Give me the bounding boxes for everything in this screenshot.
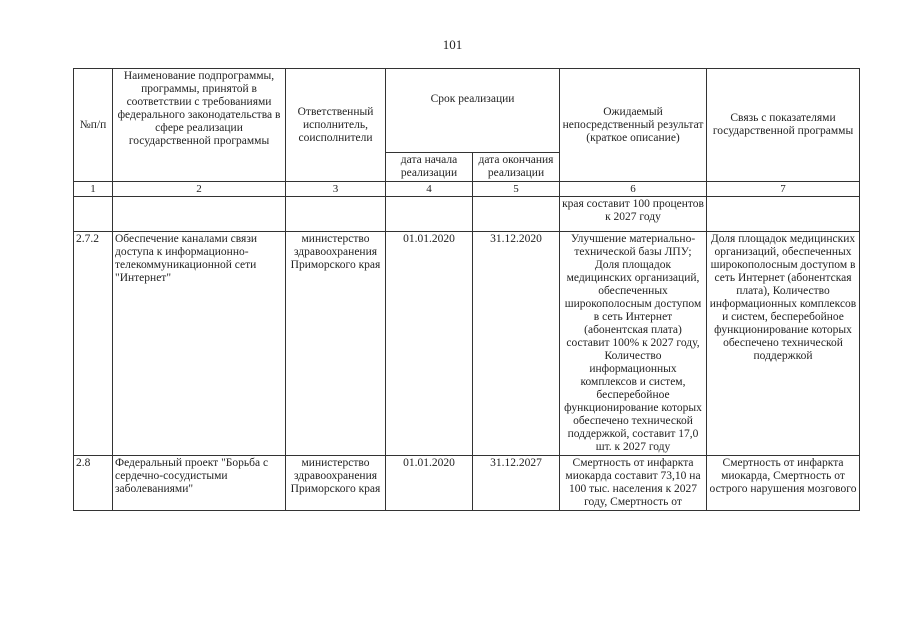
table-row xyxy=(74,232,860,456)
header-period: Срок реализации xyxy=(386,69,560,153)
header-executor: Ответственный исполнитель, соисполнители xyxy=(286,69,386,182)
row-executor: министерство здравоохранения Приморского края xyxy=(286,456,386,511)
row-indicators: Смертность от инфаркта миокарда, Смертность от острого нарушения мозгового xyxy=(707,456,860,511)
row-result: Улучшение материально-технической базы ЛПУ; Доля площадок медицинских организаций, обеспеченных широкополосным доступом в сеть Интернет (абонентская плата) составит 100% к 2027 году, Количество информационных комплексов и систем, бесперебойное функционирование которых обеспечено технической поддержкой, составит 17,0 шт. к 2027 году xyxy=(560,232,707,456)
column-number: 1 xyxy=(74,182,113,197)
table-row xyxy=(74,456,860,511)
header-num: №п/п xyxy=(74,69,113,182)
column-number: 5 xyxy=(473,182,560,197)
page-number: 101 xyxy=(442,37,463,52)
column-number: 7 xyxy=(707,182,860,197)
row-number: 2.8 xyxy=(74,456,113,511)
column-number: 2 xyxy=(113,182,286,197)
row-indicators: Доля площадок медицинских организаций, обеспеченных широкополосным доступом в сеть Интернет (абонентская плата), Количество информационных комплексов и систем, бесперебойное функционирование которых обеспечено технической поддержкой xyxy=(707,232,860,456)
row-start-date: 01.01.2020 xyxy=(386,456,473,511)
header-end-date: дата окончания реализации xyxy=(473,153,560,182)
row-name: Обеспечение каналами связи доступа к информационно-телекоммуникационной сети "Интернет" xyxy=(113,232,286,456)
row-executor: министерство здравоохранения Приморского края xyxy=(286,232,386,456)
continued-result: края составит 100 процентов к 2027 году xyxy=(560,197,707,232)
row-number: 2.7.2 xyxy=(74,232,113,456)
row-result: Смертность от инфаркта миокарда составит 73,10 на 100 тыс. населения к 2027 году, Смертность от xyxy=(560,456,707,511)
header-expected-result: Ожидаемый непосредственный результат (краткое описание) xyxy=(560,69,707,182)
program-table xyxy=(73,68,860,511)
row-start-date: 01.01.2020 xyxy=(386,232,473,456)
column-number: 4 xyxy=(386,182,473,197)
header-subprogram-name: Наименование подпрограммы, программы, принятой в соответствии с требованиями федерального законодательства в сфере реализации государственной программы xyxy=(113,69,286,182)
table-header-row xyxy=(74,69,860,153)
column-number: 6 xyxy=(560,182,707,197)
row-end-date: 31.12.2020 xyxy=(473,232,560,456)
header-start-date: дата начала реализации xyxy=(386,153,473,182)
table-row xyxy=(74,197,860,232)
row-name: Федеральный проект "Борьба с сердечно-сосудистыми заболеваниями" xyxy=(113,456,286,511)
row-end-date: 31.12.2027 xyxy=(473,456,560,511)
header-indicators-link: Связь с показателями государственной программы xyxy=(707,69,860,182)
column-number: 3 xyxy=(286,182,386,197)
column-number-row xyxy=(74,182,860,197)
